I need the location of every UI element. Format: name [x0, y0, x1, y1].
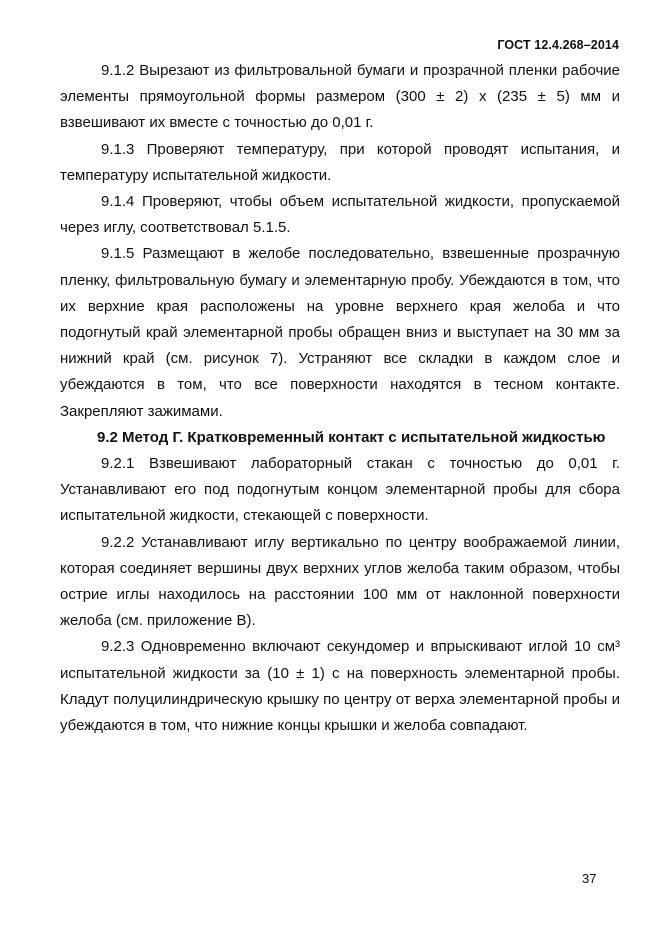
page-number: 37 [582, 871, 597, 886]
paragraph-9-2-1: 9.2.1 Взвешивают лабораторный стакан с точностью до 0,01 г. Устанавливают его под подогнутым концом элементарной пробы для сбора испытательной жидкости, стекающей с поверхности. [60, 455, 620, 525]
paragraph-9-1-5: 9.1.5 Размещают в желобе последовательно, взвешенные прозрачную пленку, фильтровальную бумагу и элементарную пробу. Убеждаются в том, что их верхние края расположены на уровне верхнего края желоба и что подогнутый край элементарной пробы обращен вниз и выступает на 30 мм за нижний край (см. рисунок 7). Устраняют все складки в каждом слое и убеждаются в том, что все поверхности находятся в тесном контакте. Закрепляют зажимами. [60, 245, 620, 420]
paragraph-9-1-3: 9.1.3 Проверяют температуру, при которой проводят испытания, и температуру испытательной жидкости. [60, 140, 620, 184]
document-body [60, 58, 620, 739]
paragraph-9-2-3: 9.2.3 Одновременно включают секундомер и впрыскивают иглой 10 см³ испытательной жидкости за (10 ± 1) с на поверхность элементарной пробы. Кладут полуцилиндрическую крышку по центру от верха элементарной пробы и убеждаются в том, что нижние концы крышки и желоба совпадают. [60, 638, 620, 735]
document-code: ГОСТ 12.4.268–2014 [497, 38, 619, 52]
paragraph-9-1-2: 9.1.2 Вырезают из фильтровальной бумаги и прозрачной пленки рабочие элементы прямоугольной формы размером (300 ± 2) х (235 ± 5) мм и взвешивают их вместе с точностью до 0,01 г. [60, 62, 620, 132]
paragraph-9-2-2: 9.2.2 Устанавливают иглу вертикально по центру воображаемой линии, которая соединяет вершины двух верхних углов желоба таким образом, чтобы острие иглы находилось на расстоянии 100 мм от наклонной поверхности желоба (см. приложение В). [60, 533, 620, 630]
paragraph-9-1-4: 9.1.4 Проверяют, чтобы объем испытательной жидкости, пропускаемой через иглу, соответствовал 5.1.5. [60, 193, 620, 237]
section-heading-9-2: 9.2 Метод Г. Кратковременный контакт с испытательной жидкостью [97, 428, 606, 446]
